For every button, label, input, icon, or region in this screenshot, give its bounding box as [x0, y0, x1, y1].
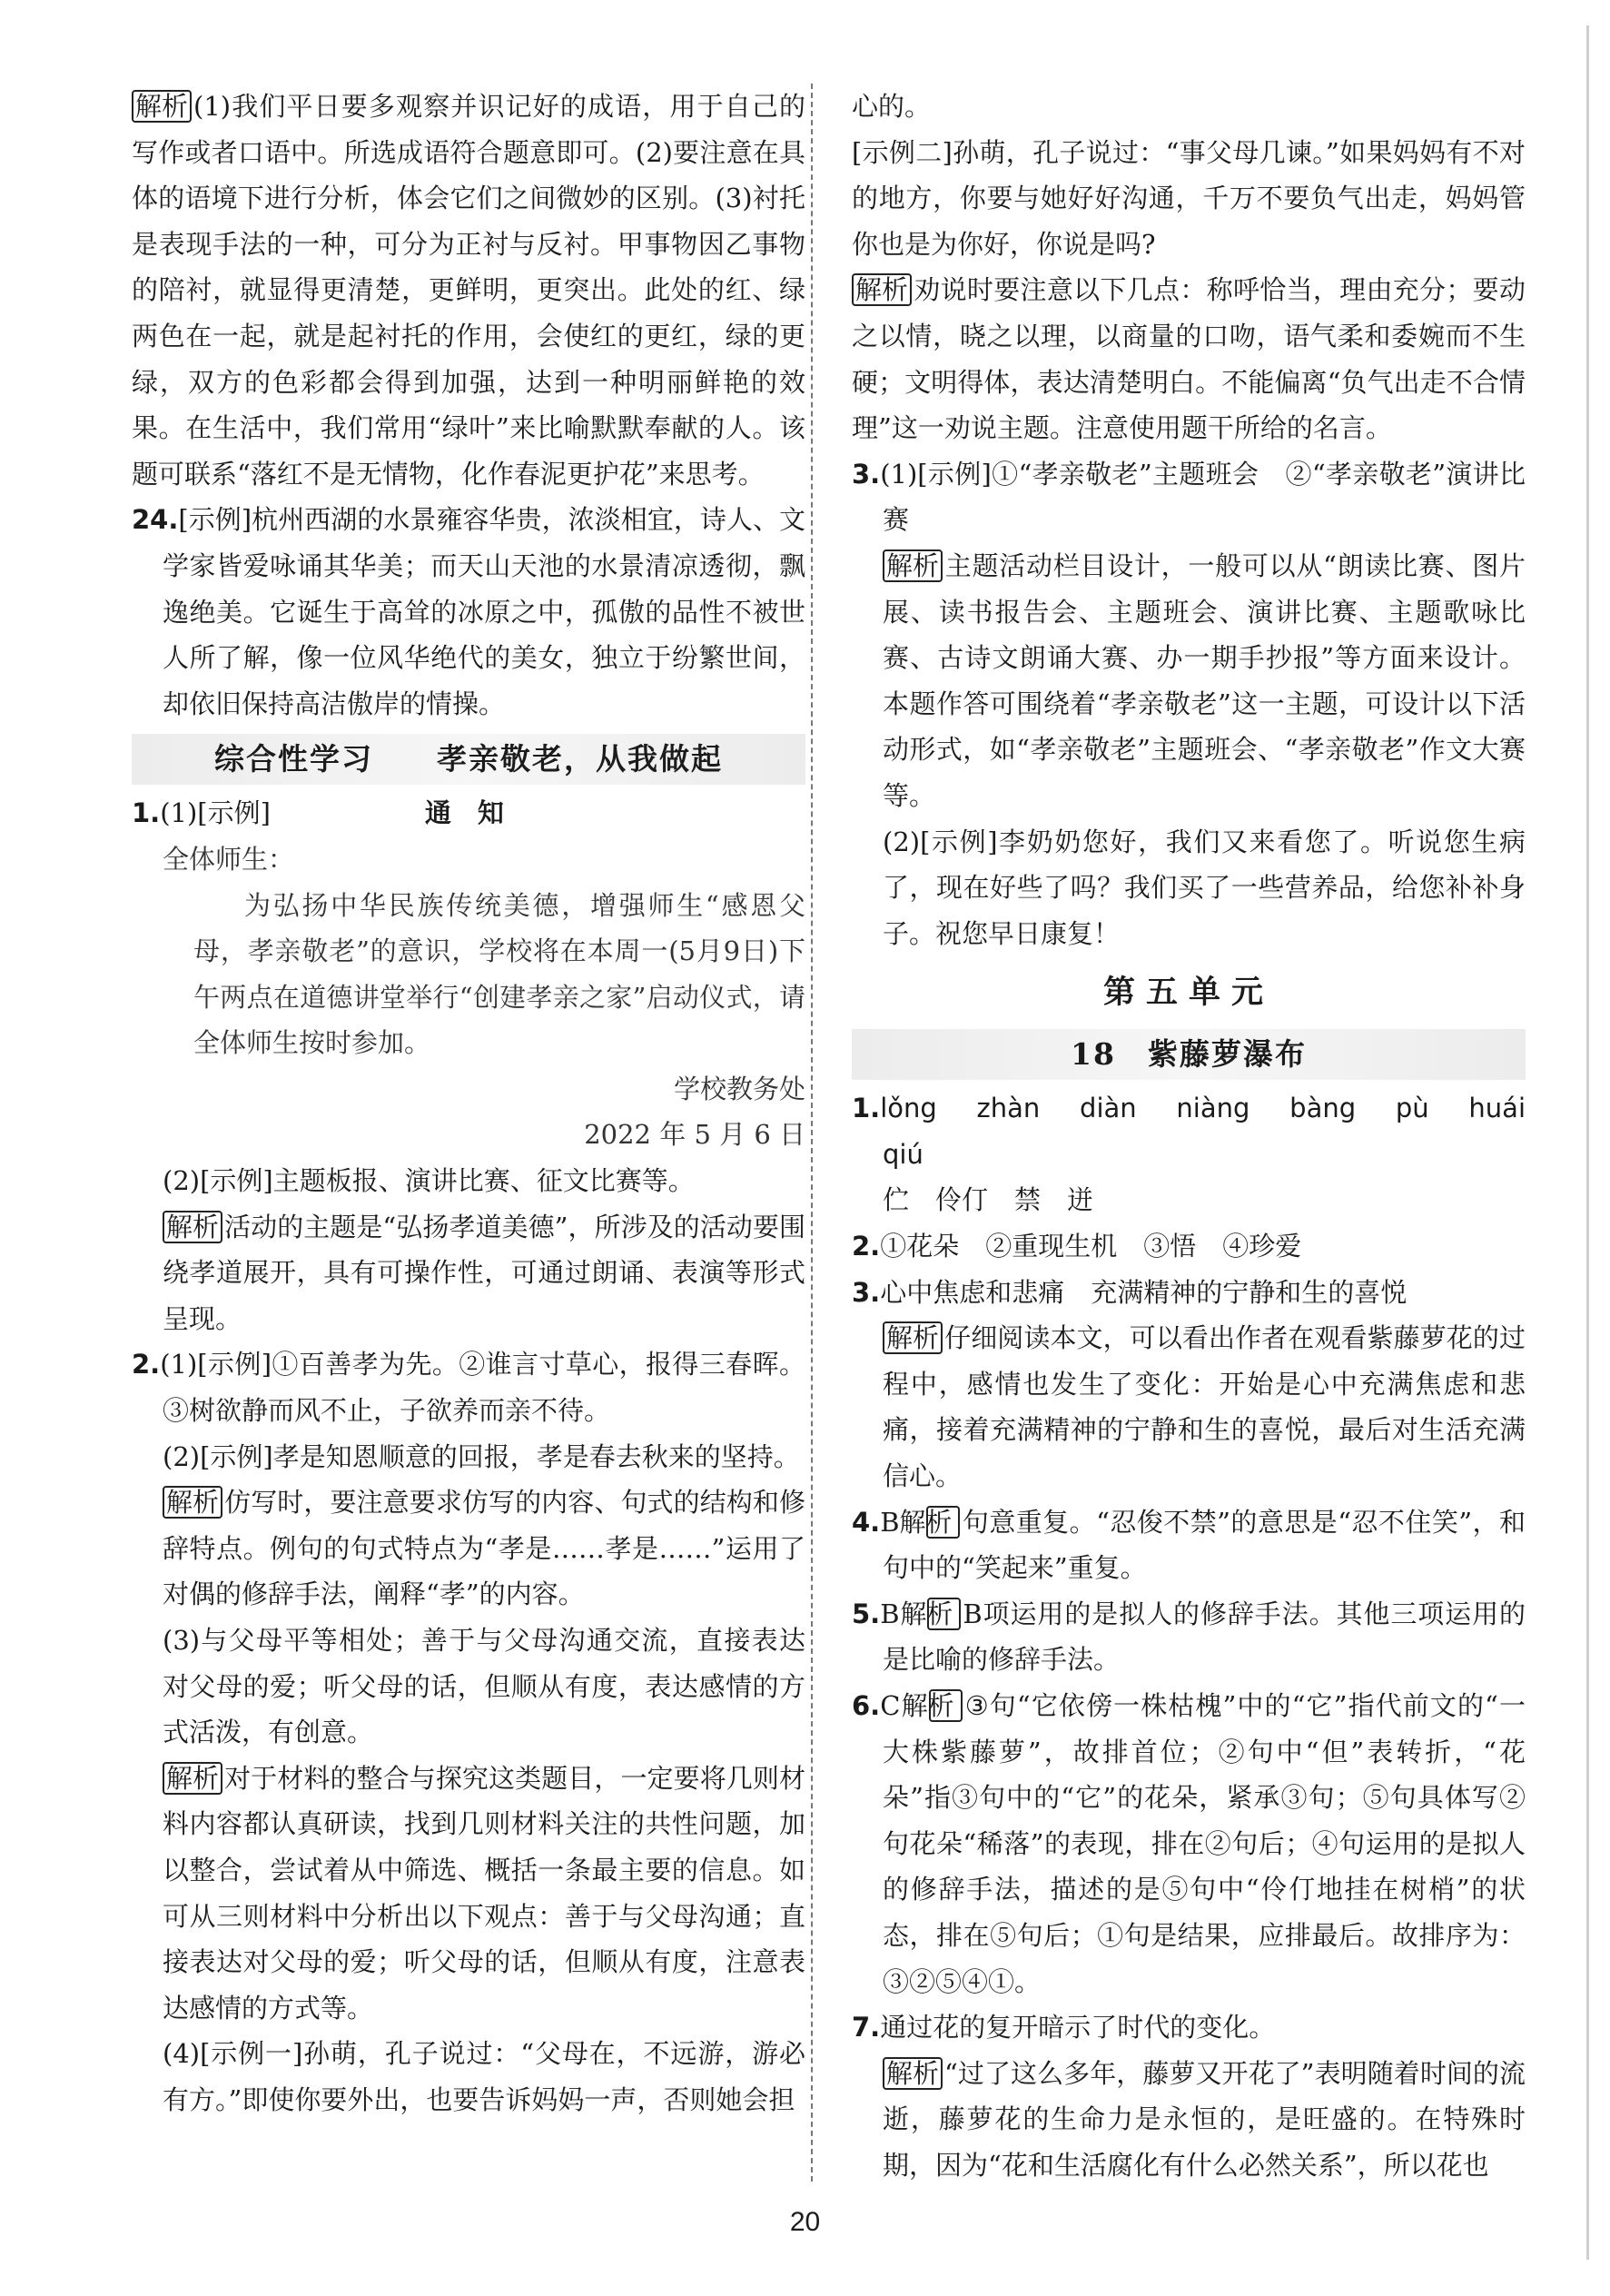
q2-part3: (3)与父母平等相处；善于与父母沟通交流，直接表达对父母的爱；听父母的话，但顺从有度，表达感情的方式活泼，有创意。: [163, 1625, 805, 1748]
right-column: [852, 84, 1555, 2189]
lesson-q7-analysis: 解析 “过了这么多年，藤萝又开花了”表明随着时间的流逝，藤萝花的生命力是永恒的，是旺盛的。在特殊时期，因为“花和生活腐化有什么必然关系”，所以花也: [883, 2057, 1526, 2181]
lesson-q6: 6.C 解析 ③句“它依傍一株枯槐”中的“它”指代前文的“一大株紫藤萝”，故排首位；②句中“但”表转折，“花朵”指③句中的“它”的花朵，紧承③句；⑤句具体写②句花朵“稀落”的表现，排在②句后；④句运用的是拟人的修辞手法，描述的是⑤句中“伶仃地挂在树梢”的状态，排在⑤句后；①句是结果，应排最后。故排序为：③②⑤④①。: [852, 1690, 1526, 1997]
analysis-tag: 解析: [883, 2057, 943, 2090]
unit-title: 第五单元: [1102, 974, 1274, 1012]
analysis-paragraph: 解析 (1)我们平日要多观察并识记好的成语，用于自己的写作或者口语中。所选成语符合题意即可。(2)要注意在具体的语境下进行分析，体会它们之间微妙的区别。(3)衬托是表现手法的一种，可分为正衬与反衬。甲事物因乙事物的陪衬，就显得更清楚，更鲜明，更突出。此处的红、绿两色在一起，就是起衬托的作用，会使红的更红，绿的更绿，双方的色彩都会得到加强，达到一种明丽鲜艳的效果。在生活中，我们常用“绿叶”来比喻默默奉献的人。该题可联系“落红不是无情物，化作春泥更护花”来思考。: [132, 91, 805, 490]
q2-analysis-2: 解析 对于材料的整合与探究这类题目，一定要将几则材料内容都认真研读，找到几则材料关注的共性问题，加以整合，尝试着从中筛选、概括一条最主要的信息。如可从三则材料中分析出以下观点：善于与父母沟通；直接表达对父母的爱；听父母的话，但顺从有度，注意表达感情的方式等。: [163, 1762, 805, 2024]
q2-analysis-1: 解析 仿写时，要注意要求仿写的内容、句式的结构和修辞特点。例句的句式特点为“孝是……孝是……”运用了对偶的修辞手法，阐释“孝”的内容。: [163, 1487, 805, 1610]
analysis-tag: 解析: [883, 549, 943, 582]
page-number: 20: [789, 2207, 821, 2237]
question-24: 24.[示例]杭州西湖的水景雍容华贵，浓淡相宜，诗人、文学家皆爱咏诵其华美；而天山天池的水景清凉透彻，飘逸绝美。它诞生于高耸的冰原之中，孤傲的品性不被世人所了解，像一位风华绝代的美女，独立于纷繁世间，却依旧保持高洁傲岸的情操。: [132, 504, 805, 719]
analysis-tag: 解析: [163, 1211, 222, 1243]
q2-part4: (4)[示例一]孙萌，孔子说过：“父母在，不远游，游必有方。”即使你要外出，也要告诉妈妈一声，否则她会担: [163, 2038, 805, 2115]
analysis-tag: 解析: [883, 1321, 943, 1354]
notice-salutation: 全体师生：: [163, 843, 295, 875]
left-column: [132, 84, 805, 2123]
lesson-title: 18 紫藤萝瀑布: [852, 1029, 1526, 1080]
lesson-q3: 3.心中焦虑和悲痛 充满精神的宁静和生的喜悦: [852, 1276, 1408, 1308]
question-3: 3.(1)[示例]①“孝亲敬老”主题班会 ②“孝亲敬老”演讲比赛: [852, 458, 1526, 536]
section-heading: 综合性学习 孝亲敬老，从我做起: [132, 734, 805, 785]
lesson-q7: 7.通过花的复开暗示了时代的变化。: [852, 2012, 1276, 2044]
notice-date: 2022 年 5 月 6 日: [584, 1119, 805, 1151]
q3-part2: (2)[示例]李奶奶您好，我们又来看您了。听说您生病了，现在好些了吗？我们买了一些营养品，给您补补身子。祝您早日康复！: [883, 826, 1526, 949]
q1-analysis: 解析 活动的主题是“弘扬孝道美德”，所涉及的活动要围绕孝道展开，具有可操作性，可通过朗诵、表演等形式呈现。: [163, 1211, 805, 1334]
lesson-q5: 5.B 解析 B项运用的是拟人的修辞手法。其他三项运用的是比喻的修辞手法。: [852, 1598, 1526, 1676]
analysis-tag: 解析: [163, 1762, 222, 1795]
question-2: 2.(1)[示例]①百善孝为先。②谁言寸草心，报得三春晖。③树欲静而风不止，子欲养而亲不待。: [132, 1349, 805, 1427]
analysis-tag: 解析: [926, 1506, 960, 1539]
analysis-tag: 解析: [132, 90, 192, 123]
page-edge-line: [1586, 25, 1589, 2260]
analysis-tag: 解析: [927, 1598, 961, 1630]
notice-sender: 学校教务处: [673, 1073, 805, 1104]
column-divider: [811, 84, 813, 2182]
analysis-tag: 解析: [852, 273, 912, 306]
continued-text: 心的。: [852, 91, 932, 122]
q3-analysis: 解析 主题活动栏目设计，一般可以从“朗读比赛、图片展、读书报告会、主题班会、演讲比赛、主题歌咏比赛、古诗文朗诵大赛、办一期手抄报”等方面来设计。本题作答可围绕着“孝亲敬老”这一主题，可设计以下活动形式，如“孝亲敬老”主题班会、“孝亲敬老”作文大赛等。: [883, 549, 1526, 811]
lesson-q2: 2.①花朵 ②重现生机 ③悟 ④珍爱: [852, 1231, 1302, 1262]
notice-title: 通 知: [424, 797, 504, 829]
character-answers: 伫 伶仃 禁 迸: [883, 1184, 1094, 1216]
lesson-q1: 1.lǒng zhàn diàn niàng bàng pù huái qiú: [852, 1093, 1555, 1170]
example-analysis: 解析 劝说时要注意以下几点：称呼恰当，理由充分；要动之以情，晓之以理，以商量的口吻，语气柔和委婉而不生硬；文明得体，表达清楚明白。不能偏离“负气出走不合情理”这一劝说主题。注意使用题干所给的名言。: [852, 274, 1526, 444]
analysis-tag: 解析: [163, 1486, 222, 1519]
q1-part2: (2)[示例]主题板报、演讲比赛、征文比赛等。: [163, 1165, 695, 1197]
lesson-q4: 4.B 解析 句意重复。“忍俊不禁”的意思是“忍不住笑”，和句中的“笑起来”重复。: [852, 1506, 1526, 1584]
question-1: 1.(1)[示例] 通 知: [132, 797, 504, 829]
pinyin-answers: lǒng zhàn diàn niàng bàng pù huái qiú: [880, 1093, 1555, 1170]
notice-body: 为弘扬中华民族传统美德，增强师生“感恩父母，孝亲敬老”的意识，学校将在本周一(5月9日)下午两点在道德讲堂举行“创建孝亲之家”启动仪式，请全体师生按时参加。: [193, 889, 805, 1059]
q2-part2: (2)[示例]孝是知恩顺意的回报，孝是春去秋来的坚持。: [163, 1440, 800, 1472]
example-2: [示例二]孙萌，孔子说过：“事父母几谏。”如果妈妈有不对的地方，你要与她好好沟通，千万不要负气出走，妈妈管你也是为你好，你说是吗?: [852, 136, 1526, 260]
analysis-tag: 解析: [929, 1689, 963, 1722]
lesson-q3-analysis: 解析 仔细阅读本文，可以看出作者在观看紫藤萝花的过程中，感情也发生了变化：开始是心中充满焦虑和悲痛，接着充满精神的宁静和生的喜悦，最后对生活充满信心。: [883, 1322, 1526, 1492]
